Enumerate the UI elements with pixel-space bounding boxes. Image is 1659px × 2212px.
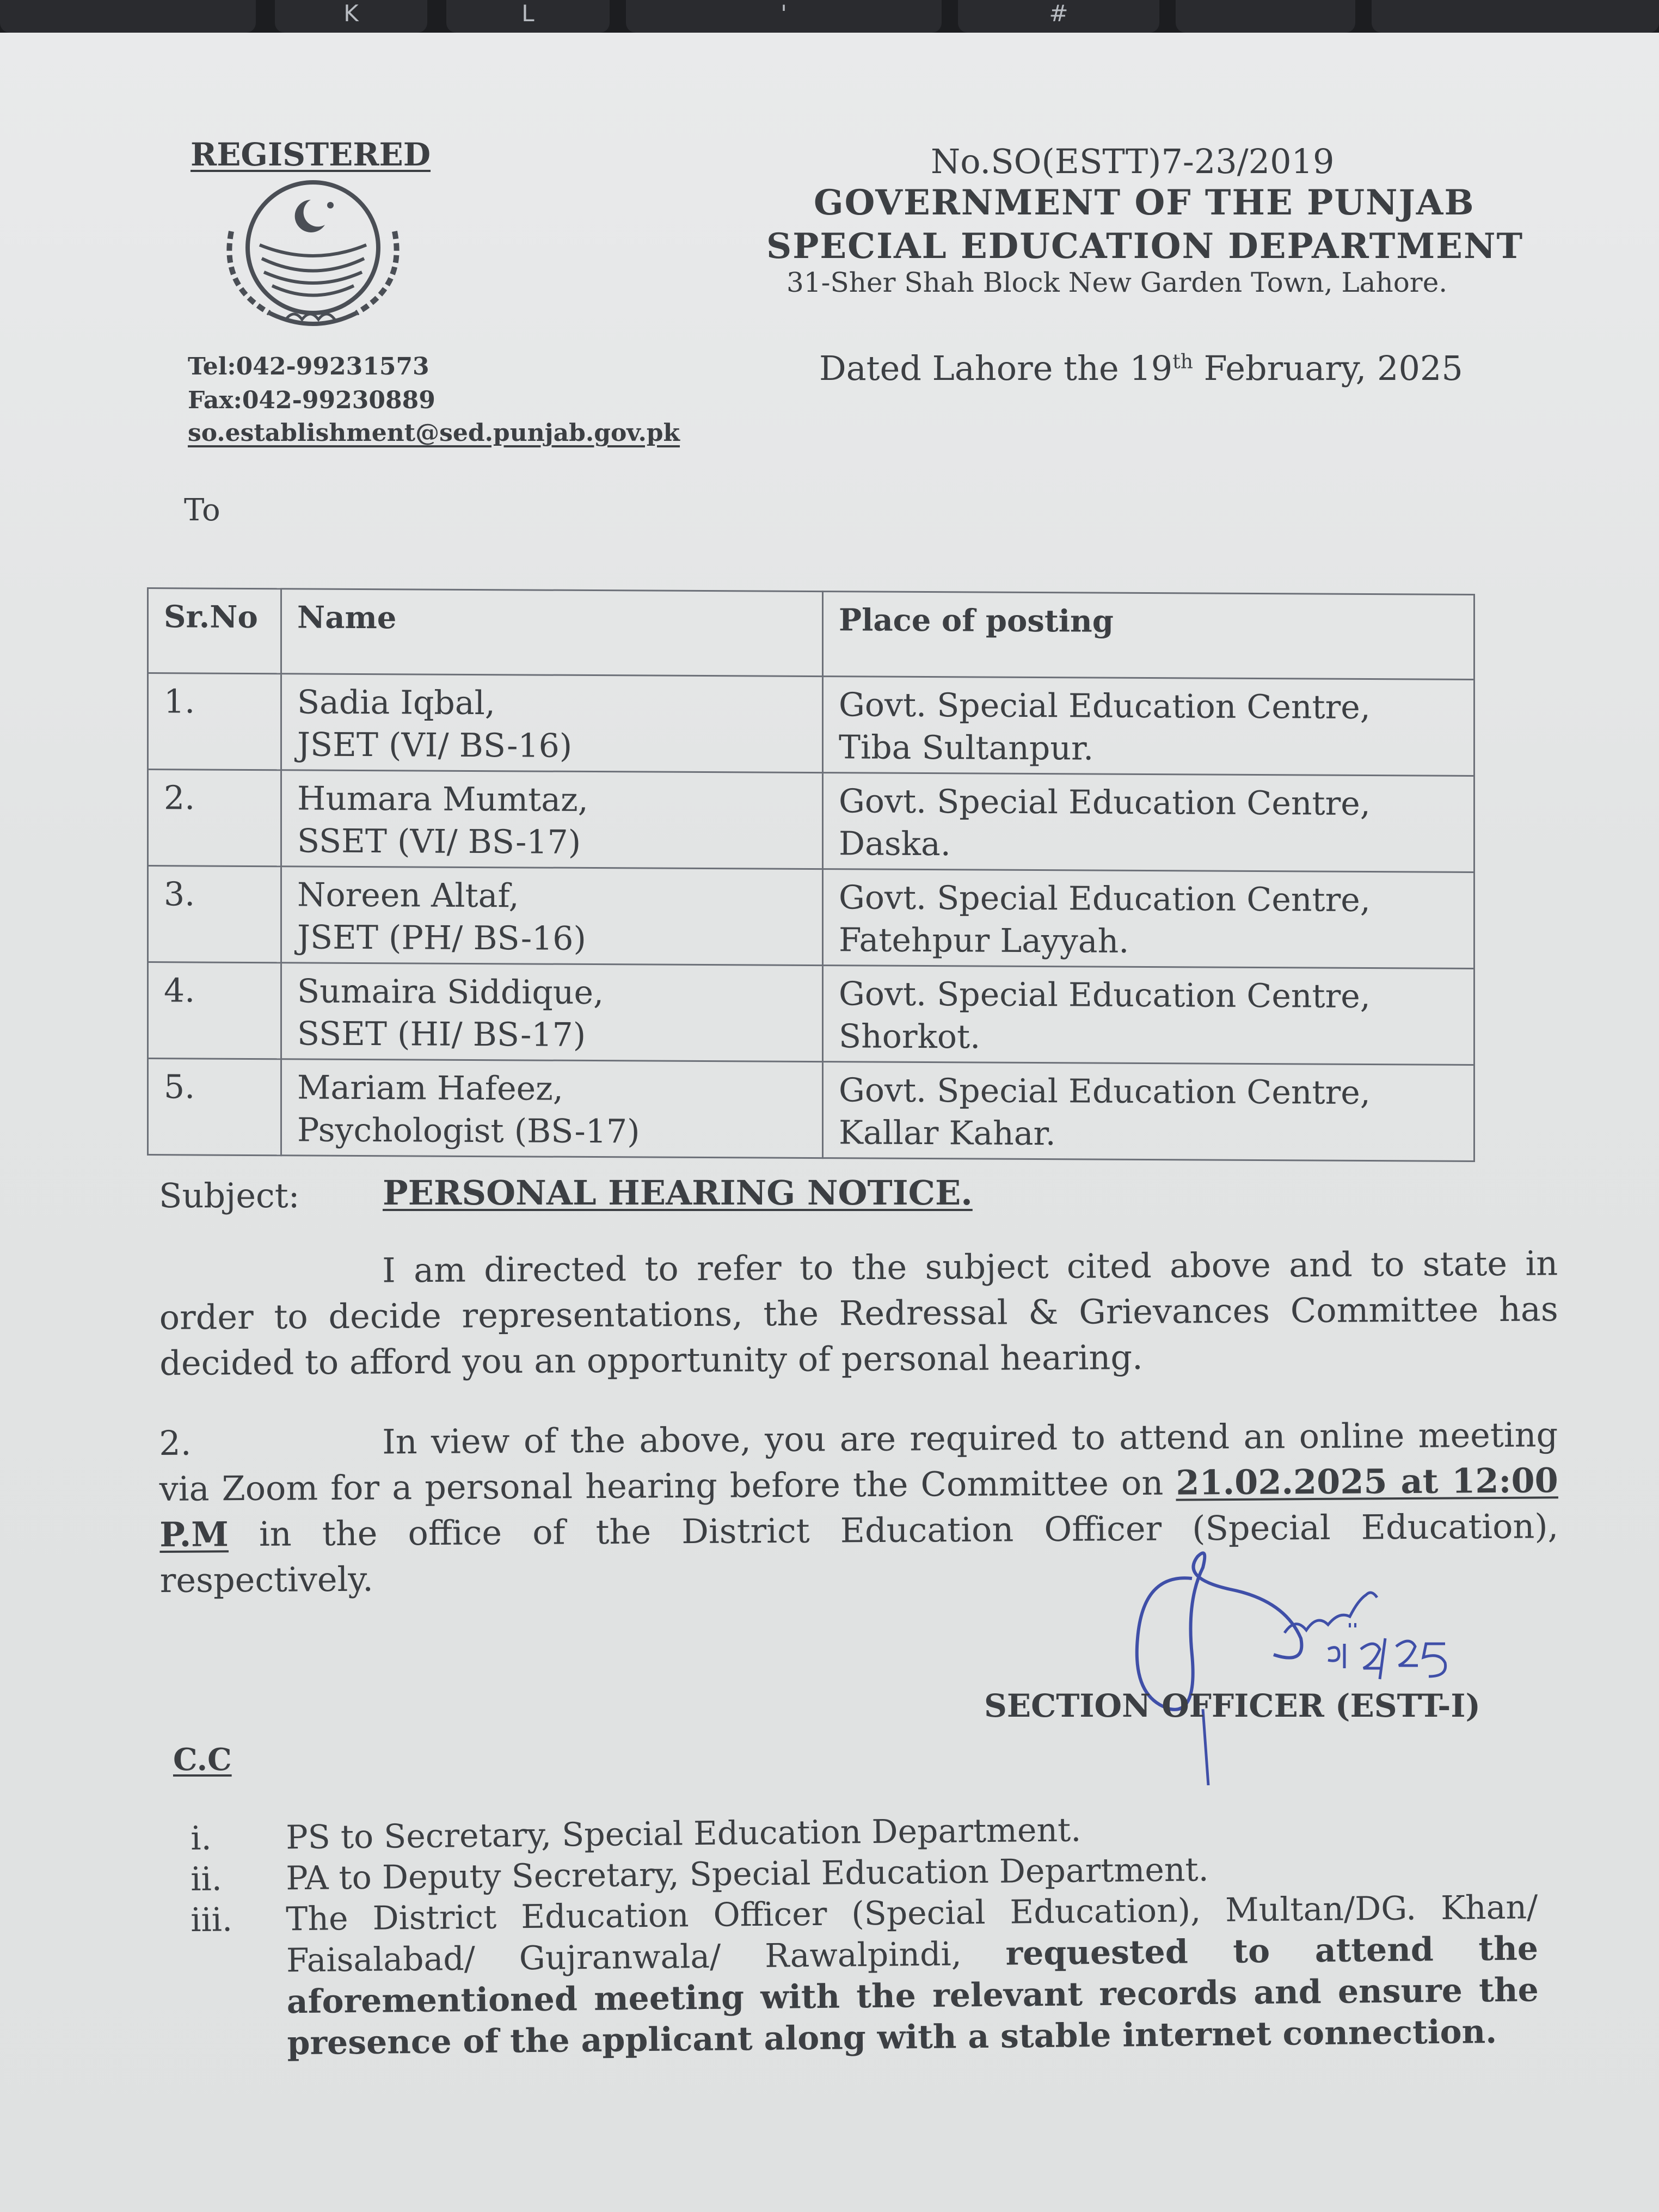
table-row [148,962,1474,1065]
cell-place: Govt. Special Education Centre, Tiba Sultanpur. [823,677,1474,776]
keyboard-key-hash: # [958,0,1159,33]
cell-sr-no: 4. [148,962,281,1059]
cell-place: Govt. Special Education Centre, Daska. [823,773,1474,872]
addressee-label: To [184,493,220,528]
paragraph-2: 2. In view of the above, you are required to attend an online meeting via Zoom for a personal hearing before the Committee on 21.02.2025 at 12:00 P.M in the office of the District Education Officer (Special Education), respectively. [159,1415,1559,1600]
hearing-datetime: 21.02.2025 at 12:00 P.M [159,1460,1558,1554]
keyboard-key [0,0,256,33]
table-row [148,770,1474,872]
keyboard-key [1372,0,1659,33]
government-title: GOVERNMENT OF THE PUNJAB [814,182,1475,223]
column-header-sr-no: Sr.No [148,588,281,674]
cell-place: Govt. Special Education Centre, Fatehpur Layyah. [823,869,1474,969]
table-row [148,1059,1474,1162]
table-header-row [148,588,1474,680]
column-header-name: Name [281,589,823,677]
table-row [148,866,1474,969]
paragraph-1: I am directed to refer to the subject cited above and to state in order to decide representations, the Redressal & Grievances Committee has decided to afford you an opportunity of personal hearing. [159,1243,1558,1383]
paragraph-number: 2. [159,1423,192,1463]
department-address: 31-Sher Shah Block New Garden Town, Lahore. [787,267,1448,298]
cell-name: Sumaira Siddique, SSET (HI/ BS-17) [281,963,823,1062]
cell-name: Noreen Altaf, JSET (PH/ BS-16) [281,867,823,966]
department-title: SPECIAL EDUCATION DEPARTMENT [766,226,1524,267]
registered-label: REGISTERED [191,136,431,173]
handwritten-signature [1121,1546,1502,1785]
keyboard-key-k: K [275,0,427,33]
table-row [148,673,1474,776]
subject-label: Subject: [159,1176,300,1215]
cc-item: ii. PA to Deputy Secretary, Special Education Department. [191,1851,1209,1898]
keyboard-key-apostrophe: ' [626,0,942,33]
fax-number: Fax:042-99230889 [188,386,435,414]
section-officer-title: SECTION OFFICER (ESTT-I) [984,1687,1480,1724]
keyboard-key-l: L [446,0,610,33]
email-address: so.establishment@sed.punjab.gov.pk [188,419,680,447]
cell-place: Govt. Special Education Centre, Shorkot. [823,966,1474,1065]
cell-sr-no: 1. [148,673,281,770]
cell-name: Mariam Hafeez, Psychologist (BS-17) [281,1059,823,1158]
cell-sr-no: 3. [148,866,281,963]
recipients-table [147,587,1475,1162]
letter-date: Dated Lahore the 19th February, 2025 [819,348,1463,388]
column-header-place: Place of posting [823,592,1474,680]
cell-name: Sadia Iqbal, JSET (VI/ BS-16) [281,674,823,773]
cell-place: Govt. Special Education Centre, Kallar Kahar. [823,1062,1474,1162]
cc-item: iii. The District Education Officer (Special Education), Multan/DG. Khan/ Faisalabad/ Gujranwala/ Rawalpindi, requested to attend the aforementioned meeting with the relevant records and ensure the presence of the applicant along with a stable internet connection. [191,1888,1539,2063]
cc-item: i. PS to Secretary, Special Education Department. [191,1811,1082,1858]
subject-title: PERSONAL HEARING NOTICE. [383,1173,973,1213]
keyboard-key [1176,0,1355,33]
cc-label: C.C [173,1742,232,1778]
cell-name: Humara Mumtaz, SSET (VI/ BS-17) [281,770,823,869]
file-number: No.SO(ESTT)7-23/2019 [931,142,1335,181]
cell-sr-no: 5. [148,1059,281,1156]
punjab-government-emblem-icon [210,177,416,340]
telephone-number: Tel:042-99231573 [188,353,429,380]
cell-sr-no: 2. [148,770,281,867]
